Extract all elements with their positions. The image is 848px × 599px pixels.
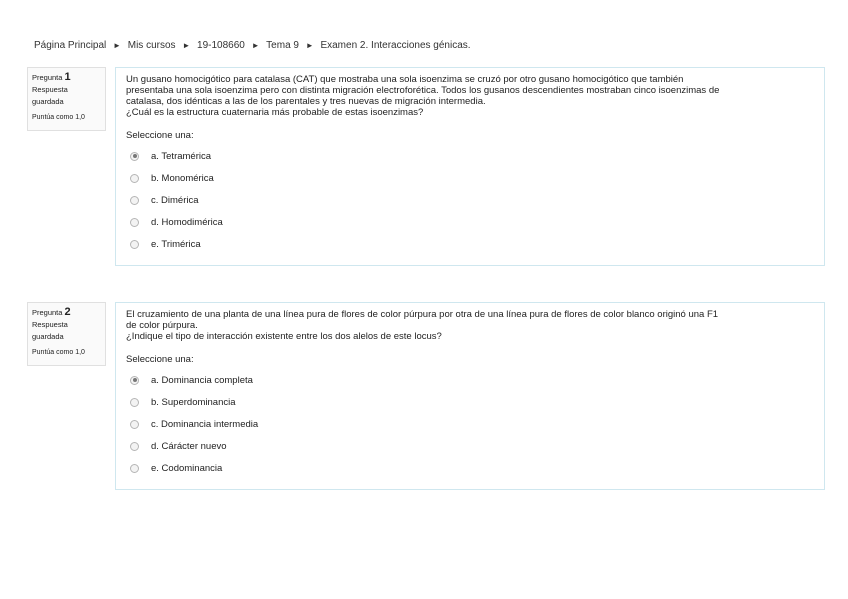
answer-option-e[interactable]: e. Trimérica (126, 233, 814, 255)
question-grade: Puntúa como 1,0 (32, 349, 85, 356)
breadcrumb-separator-icon: ► (182, 41, 191, 50)
breadcrumb-separator-icon: ► (305, 41, 314, 50)
radio-icon[interactable] (130, 442, 139, 451)
answer-option-a[interactable]: a. Dominancia completa (126, 369, 814, 391)
radio-icon[interactable] (130, 218, 139, 227)
radio-icon[interactable] (130, 196, 139, 205)
breadcrumb-topic-link[interactable]: Tema 9 (266, 40, 299, 51)
breadcrumb-home-link[interactable]: Página Principal (34, 40, 107, 51)
question-number: Pregunta 1 (32, 71, 71, 83)
radio-icon[interactable] (130, 464, 139, 473)
breadcrumb (34, 40, 471, 51)
question-status: Respuesta guardada (32, 85, 68, 106)
question-content (115, 302, 825, 490)
question-text: Un gusano homocigótico para catalasa (CAT) que mostraba una sola isoenzima se cruzó por otro gusano homocigótico que también presentaba una sola isoenzima pero con distinta migración electroforética. Todos los gusanos descendientes mostraban cinco isoenzimas de catalasa, dos idénticas a las de los parentales y tres nuevas de migración intermedia. ¿Cuál es la estructura cuaternaria más probable de estas isoenzimas? (126, 74, 720, 118)
breadcrumb-separator-icon: ► (113, 41, 121, 50)
radio-selected-icon[interactable] (130, 376, 139, 385)
answer-option-b[interactable]: b. Monomérica (126, 167, 814, 189)
radio-icon[interactable] (130, 420, 139, 429)
question-text: El cruzamiento de una planta de una línea pura de flores de color púrpura por otra de una línea pura de flores de color blanco originó una F1 de color púrpura. ¿Indique el tipo de interacción existente entre los dos alelos de este locus? (126, 309, 719, 342)
answer-option-c[interactable]: c. Dimérica (126, 189, 814, 211)
question-info (27, 302, 106, 366)
breadcrumb-my-courses-link[interactable]: Mis cursos (127, 40, 176, 51)
answer-option-e[interactable]: e. Codominancia (126, 457, 814, 479)
radio-icon[interactable] (130, 240, 139, 249)
radio-selected-icon[interactable] (130, 152, 139, 161)
answer-option-a[interactable]: a. Tetramérica (126, 145, 814, 167)
answer-option-b[interactable]: b. Superdominancia (126, 391, 814, 413)
question-status: Respuesta guardada (32, 320, 68, 341)
breadcrumb-course-link[interactable]: 19-108660 (197, 40, 245, 51)
answer-option-d[interactable]: d. Homodimérica (126, 211, 814, 233)
answer-options (126, 369, 814, 479)
radio-icon[interactable] (130, 174, 139, 183)
radio-icon[interactable] (130, 398, 139, 407)
question-number: Pregunta 2 (32, 306, 71, 318)
select-one-prompt: Seleccione una: (126, 130, 194, 141)
question-grade: Puntúa como 1,0 (32, 114, 85, 121)
select-one-prompt: Seleccione una: (126, 354, 194, 365)
breadcrumb-separator-icon: ► (251, 41, 260, 50)
breadcrumb-exam-link[interactable]: Examen 2. Interacciones génicas. (320, 40, 471, 51)
question-content (115, 67, 825, 266)
answer-options (126, 145, 814, 255)
question-info (27, 67, 106, 131)
answer-option-d[interactable]: d. Cárácter nuevo (126, 435, 814, 457)
answer-option-c[interactable]: c. Dominancia intermedia (126, 413, 814, 435)
